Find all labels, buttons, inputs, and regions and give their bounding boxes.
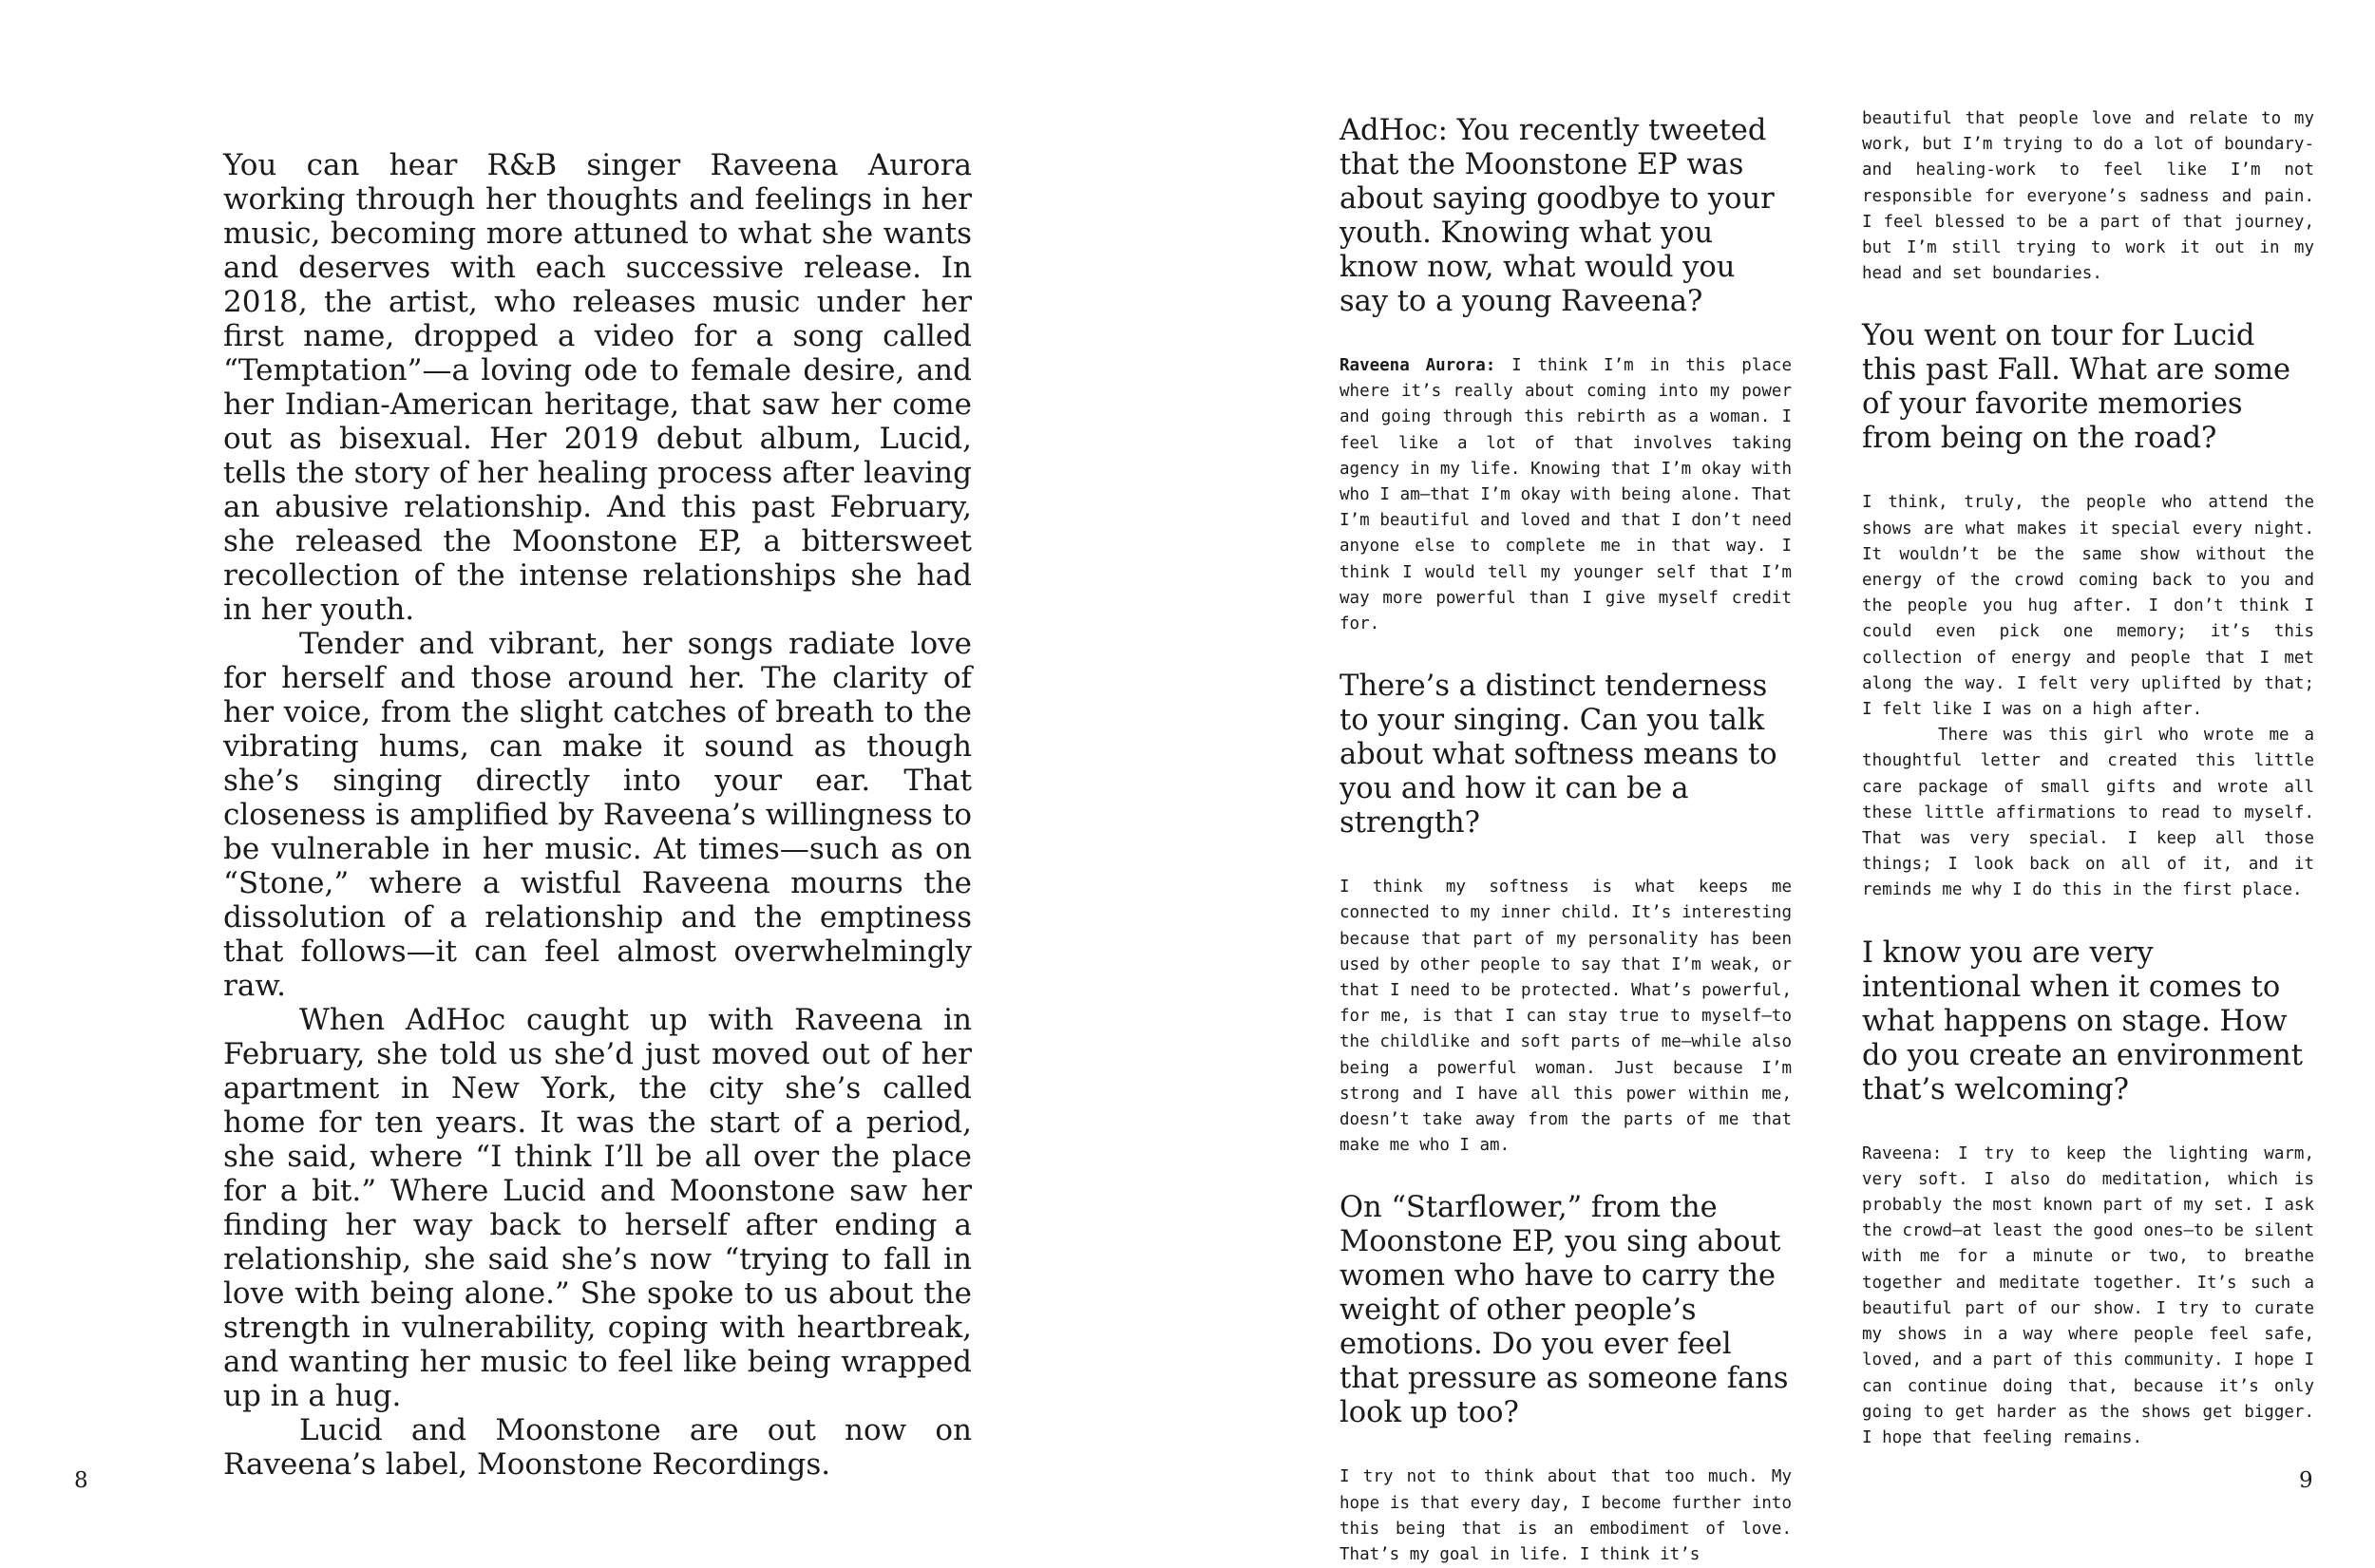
speaker-label: Raveena Aurora:: [1340, 356, 1496, 375]
page-number-left: 8: [74, 1468, 88, 1493]
interview-column-2: [1862, 109, 2314, 1451]
intro-paragraph: When AdHoc caught up with Raveena in February, she told us she’d just moved out of her apartment in New York, the city she’s called home for ten years. It was the start of a period, she said, where “I think I’ll be all over the place for a bit.” Where Lucid and Moonstone saw her finding her way back to herself after ending a relationship, she said she’s now “trying to fall in love with being alone.” She spoke to us about the strength in vulnerability, coping with heartbreak, and wanting her music to feel like being wrapped up in a hug.: [223, 1003, 972, 1413]
intro-article: [223, 148, 972, 1482]
interview-answer: Raveena: I try to keep the lighting warm, very soft. I also do meditation, which is probably the most known part of my set. I ask the crowd—at least the good ones—to be silent with me for a minute or two, to breathe together and meditate together. It’s such a beautiful part of our show. I try to curate my shows in a way where people feel safe, loved, and a part of this community. I hope I can continue doing that, because it’s only going to get harder as the shows get bigger. I hope that feeling remains.: [1862, 1143, 2314, 1447]
interview-answer: I think my softness is what keeps me connected to my inner child. It’s interesting because that part of my personality has been used by other people to say that I’m weak, or that I need to be protected. What’s powerful, for me, is that I can stay true to myself—to the childlike and soft parts of me—while also being a powerful woman. Just because I’m strong and I have all this power within me, doesn’t take away from the parts of me that make me who I am.: [1340, 878, 1792, 1156]
interview-question: I know you are very intentional when it comes to what happens on stage. How do you create an environment that’s welcoming?: [1862, 935, 2304, 1106]
intro-paragraph: Lucid and Moonstone are out now on Raveena’s label, Moonstone Recordings.: [223, 1413, 972, 1482]
interview-answer: beautiful that people love and relate to my work, but I’m trying to do a lot of boundary- and healing-work to feel like I’m not responsible for everyone’s sadness and pain. I feel blessed to be a part of that journey, but I’m still trying to work it out in my head and set boundaries.: [1862, 109, 2314, 284]
interview-column-1: [1340, 114, 1792, 1568]
interview-question: AdHoc: You recently tweeted that the Moonstone EP was about saying goodbye to your youth. Knowing what you know now, what would you say to a young Raveena?: [1340, 114, 1775, 318]
intro-paragraph: You can hear R&B singer Raveena Aurora working through her thoughts and feelings in her music, becoming more attuned to what she wants and deserves with each successive release. In 2018, the artist, who releases music under her first name, dropped a video for a song called “Temptation”—a loving ode to female desire, and her Indian-American heritage, that saw her come out as bisexual. Her 2019 debut album, Lucid, tells the story of her healing process after leaving an abusive relationship. And this past February, she released the Moonstone EP, a bittersweet recollection of the intense relationships she had in her youth.: [223, 148, 972, 627]
page-number-right: 9: [2299, 1468, 2313, 1493]
interview-answer: I think, truly, the people who attend the shows are what makes it special every night. It wouldn’t be the same show without the energy of the crowd coming back to you and the people you hug after. I don’t think I could even pick one memory; it’s this collection of energy and people that I met along the way. I felt very uplifted by that; I felt like I was on a high after.: [1862, 493, 2314, 720]
interview-answer: I try not to think about that too much. My hope is that every day, I become further into this being that is an embodiment of love. That’s my goal in life. I think it’s: [1340, 1467, 1792, 1565]
intro-paragraph: Tender and vibrant, her songs radiate love for herself and those around her. The clarity of her voice, from the slight catches of breath to the vibrating hums, can make it sound as though she’s singing directly into your ear. That closeness is amplified by Raveena’s willingness to be vulnerable in her music. At times—such as on “Stone,” where a wistful Raveena mourns the dissolution of a relationship and the emptiness that follows—it can feel almost overwhelmingly raw.: [223, 627, 972, 1003]
interview-answer: There was this girl who wrote me a thoughtful letter and created this little care package of small gifts and wrote all these little affirmations to read to myself. That was very special. I keep all those things; I look back on all of it, and it reminds me why I do this in the first place.: [1862, 726, 2314, 900]
interview-question: On “Starflower,” from the Moonstone EP, you sing about women who have to carry the weight of other people’s emotions. Do you ever feel that pressure as someone fans look up too?: [1340, 1191, 1789, 1430]
interview-question: You went on tour for Lucid this past Fall. What are some of your favorite memories from being on the road?: [1862, 319, 2291, 456]
interview-question: There’s a distinct tenderness to your singing. Can you talk about what softness means to you and how it can be a strength?: [1340, 670, 1777, 841]
answer-text: I think I’m in this place where it’s really about coming into my power and going through this rebirth as a woman. I feel like a lot of that involves taking agency in my life. Knowing that I’m okay with who I am—that I’m okay with being alone. That I’m beautiful and loved and that I don’t need anyone else to complete me in that way. I think I would tell my younger self that I’m way more powerful than I give myself credit for.: [1340, 356, 1792, 634]
interview-answer: [1340, 353, 1792, 637]
